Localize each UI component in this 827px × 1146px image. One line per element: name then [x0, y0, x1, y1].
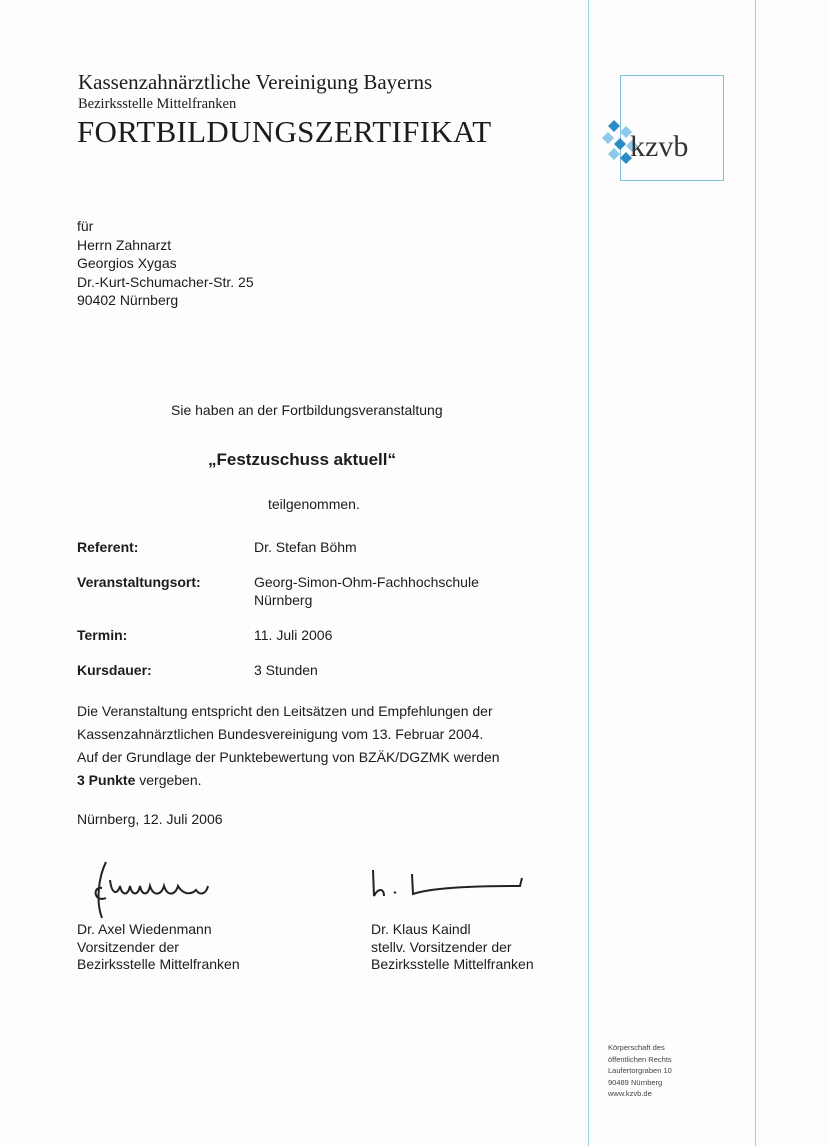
certificate-title: FORTBILDUNGSZERTIFIKAT	[77, 114, 492, 149]
footer-website: www.kzvb.de	[608, 1089, 652, 1098]
signatory-unit: Bezirksstelle Mittelfranken	[371, 956, 534, 972]
logo-text: kzvb	[630, 130, 689, 163]
detail-value: Dr. Stefan Böhm	[254, 539, 357, 555]
signatory-name: Dr. Axel Wiedenmann	[77, 921, 212, 937]
footer-line: Körperschaft des	[608, 1043, 665, 1052]
detail-value: 3 Stunden	[254, 662, 318, 678]
signature-kaindl	[370, 866, 530, 902]
intro-text: Sie haben an der Fortbildungsveranstaltung	[171, 402, 443, 418]
signatory-name: Dr. Klaus Kaindl	[371, 921, 471, 937]
signatory-unit: Bezirksstelle Mittelfranken	[77, 956, 240, 972]
footer-line: Laufertorgraben 10	[608, 1066, 672, 1075]
salutation: Herrn Zahnarzt	[77, 236, 172, 253]
detail-label: Termin:	[77, 627, 128, 643]
statement-paragraph	[77, 700, 557, 792]
branch-name: Bezirksstelle Mittelfranken	[78, 96, 237, 112]
recipient-address	[77, 217, 254, 310]
statement-line	[77, 769, 557, 792]
event-title: „Festzuschuss aktuell“	[208, 450, 397, 469]
signatory-role: Vorsitzender der	[77, 938, 179, 955]
street: Dr.-Kurt-Schumacher-Str. 25	[77, 273, 254, 290]
detail-value: Georg-Simon-Ohm-Fachhochschule	[254, 574, 479, 590]
statement-line: Die Veranstaltung entspricht den Leitsätzen und Empfehlungen der	[77, 703, 493, 719]
city: 90402 Nürnberg	[77, 292, 179, 308]
detail-value-2: Nürnberg	[254, 592, 313, 608]
footer-line: 90489 Nürnberg	[608, 1077, 663, 1087]
organization-name: Kassenzahnärztliche Vereinigung Bayerns	[78, 70, 433, 94]
recipient-name: Georgios Xygas	[77, 255, 177, 271]
statement-rest: vergeben.	[135, 772, 202, 788]
statement-line: Auf der Grundlage der Punktebewertung von BZÄK/DGZMK werden	[77, 749, 500, 765]
signatory-2	[371, 921, 534, 974]
signatory-1	[77, 921, 240, 974]
signature-wiedenmann	[88, 858, 228, 920]
detail-label: Kursdauer:	[77, 662, 152, 678]
footer-address	[608, 1042, 672, 1100]
signatory-role: stellv. Vorsitzender der	[371, 938, 512, 955]
footer-line: öffentlichen Rechts	[608, 1054, 672, 1064]
place-date: Nürnberg, 12. Juli 2006	[77, 811, 223, 827]
margin-line-left	[588, 0, 589, 1146]
detail-label: Referent:	[77, 539, 139, 555]
for-label: für	[77, 218, 94, 234]
detail-value: 11. Juli 2006	[254, 627, 333, 643]
detail-label: Veranstaltungsort:	[77, 574, 201, 590]
statement-line: Kassenzahnärztlichen Bundesvereinigung vom 13. Februar 2004.	[77, 726, 484, 742]
margin-line-right	[755, 0, 756, 1146]
participated-text: teilgenommen.	[268, 496, 360, 512]
points-value: 3 Punkte	[77, 772, 136, 788]
